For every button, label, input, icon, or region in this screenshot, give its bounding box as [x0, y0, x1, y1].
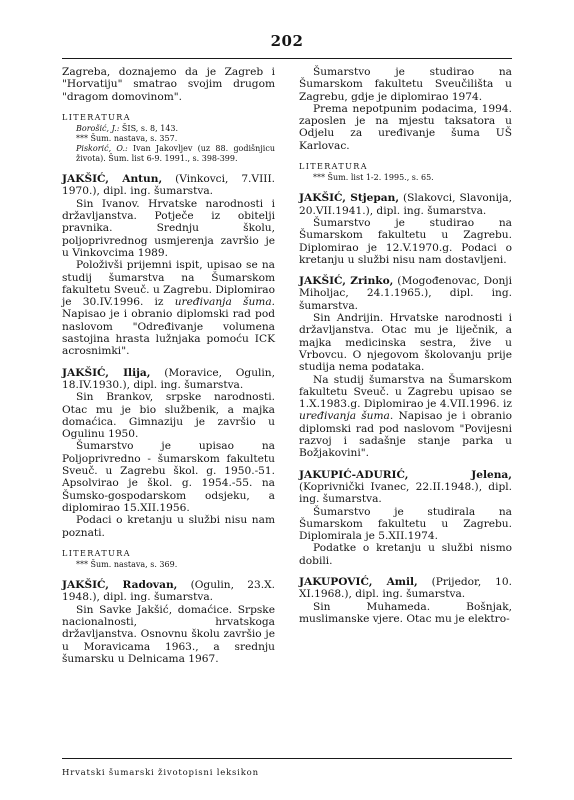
entry-details: (Slakovci, Slavonija, 20.VII.1941.), dipl. ing. šumarstva.: [299, 192, 512, 217]
entry-paragraph: Sin Savke Jakšić, domaćice. Srpske nacionalnosti, hrvatskoga državljanstva. Osnovnu školu završio je u Moravicama 1963., a srednju šumarsku u Delnicama 1967.: [62, 603, 275, 665]
entry-text: Na studij šumarstva na Šumarskom fakultetu Sveuč. u Zagrebu upisao se 1.X.1983.g. Diplomirao je 4.VII.1996. iz: [299, 373, 512, 411]
entry-details: (Moravice, Ogulin, 18.IV.1930.), dipl. ing. šumarstva.: [62, 366, 275, 391]
entry-jaksic-ilija: [62, 367, 275, 570]
entry-heading: [62, 579, 275, 604]
literature-item: [62, 144, 275, 164]
entry-jaksic-zrinko: [299, 275, 512, 459]
left-column: [62, 66, 275, 665]
entry-jaksic-stjepan: [299, 192, 512, 266]
literature-heading: LITERATURA: [62, 548, 131, 558]
entry-text-italic: uređivanja šuma.: [299, 410, 394, 423]
entry-heading: [299, 469, 512, 506]
footer-title: Hrvatski šumarski životopisni leksikon: [62, 768, 259, 778]
entry-paragraph: Šumarstvo je studirao na Šumarskom fakultetu u Zagrebu. Diplomirao je 12.V.1970.g. Podaci o kretanju u službi nisu nam dostavljeni.: [299, 216, 512, 266]
entry-paragraph: [62, 259, 275, 357]
entry-text-italic: uređivanja šuma.: [174, 296, 275, 309]
entry-jakupic-aduric-jelena: [299, 469, 512, 567]
entry-heading: [299, 192, 512, 217]
entry-jaksic-antun: [62, 173, 275, 357]
entry-name: JAKŠIĆ, Ilija,: [62, 366, 151, 379]
entry-paragraph: Sin Brankov, srpske narodnosti. Otac mu je bio službenik, a majka domaćica. Gimnaziju je završio u Ogulinu 1950.: [62, 391, 275, 441]
entry-paragraph: Šumarstvo je upisao na Poljoprivredno - šumarskom fakultetu Sveuč. u Zagrebu škol. g. 1950.-51. Apsolvirao je škol. g. 1954.-55. na Šumsko-gospodarskom odsjeku, a diplomirao 15.XII.1956.: [62, 440, 275, 514]
continued-paragraph: Šumarstvo je studirao na Šumarskom fakultetu Sveučilišta u Zagrebu, gdje je diplomirao 1974.: [299, 66, 512, 103]
entry-paragraph: [299, 374, 512, 460]
literature-author: Borošić, J.:: [76, 124, 120, 134]
entry-name: JAKŠIĆ, Stjepan,: [299, 192, 400, 205]
entry-text: Napisao je i obranio diplomski rad pod naslovom "Određivanje volumena sastojina hrasta lužnjaka pomoću ICK acrosnimki".: [62, 308, 275, 358]
header-rule: [62, 58, 512, 59]
entry-name: JAKUPIĆ-ADURIĆ, Jelena,: [299, 468, 512, 481]
literature-item: *** Šum. nastava, s. 357.: [76, 134, 178, 144]
entry-paragraph: Sin Andrijin. Hrvatske narodnosti i državljanstva. Otac mu je liječnik, a majka medicinska sestra, žive u Vrbovcu. O njegovom školovanju prije studija nema podataka.: [299, 312, 512, 374]
literature-item: *** Šum. list 1-2. 1995., s. 65.: [313, 173, 434, 183]
literature-item: *** Šum. nastava, s. 369.: [76, 560, 178, 570]
entry-details: (Mogođenovac, Donji Miholjac, 24.1.1965.), dipl. ing. šumarstva.: [299, 275, 512, 312]
page-number: 202: [270, 32, 304, 50]
entry-paragraph: Podaci o kretanju u službi nisu nam poznati.: [62, 514, 275, 539]
entry-heading: [62, 367, 275, 392]
entry-heading: [62, 173, 275, 198]
entry-paragraph: Sin Ivanov. Hrvatske narodnosti i državljanstva. Potječe iz obitelji pravnika. Srednju školu, poljoprivrednog usmjerenja završio je u Vinkovcima 1989.: [62, 197, 275, 259]
continued-paragraph: Zagreba, doznajemo da je Zagreb i "Horvatiju" smatrao svojim drugom "dragom domovinom".: [62, 66, 275, 103]
literature-heading: LITERATURA: [62, 112, 131, 122]
entry-details: (Vinkovci, 7.VIII. 1970.), dipl. ing. šumarstva.: [62, 173, 275, 198]
literature-ref: Ivan Jakovljev (uz 88. godišnjicu života). Šum. list 6-9. 1991., s. 398-399.: [76, 144, 275, 164]
literature-author: Piskorić, O.:: [76, 144, 128, 154]
entry-details: (Koprivnički Ivanec, 22.II.1948.), dipl. ing. šumarstva.: [299, 480, 512, 506]
entry-paragraph: Šumarstvo je studirala na Šumarskom fakultetu u Zagrebu. Diplomirala je 5.XII.1974.: [299, 505, 512, 543]
literature-ref: ŠIS, s. 8, 143.: [119, 124, 179, 134]
entry-name: JAKŠIĆ, Radovan,: [62, 579, 178, 592]
entry-paragraph: Podatke o kretanju u službi nismo dobili.: [299, 542, 512, 567]
entry-details: (Prijedor, 10. XI.1968.), dipl. ing. šumarstva.: [299, 575, 512, 601]
entry-heading: [299, 576, 512, 601]
literature-heading: LITERATURA: [299, 162, 368, 172]
literature-item: [62, 124, 275, 134]
entry-name: JAKŠIĆ, Antun,: [62, 173, 163, 186]
entry-name: JAKUPOVIĆ, Amil,: [299, 575, 418, 588]
right-column: [299, 66, 512, 625]
entry-paragraph: Sin Muhameda. Bošnjak, muslimanske vjere. Otac mu je elektro-: [299, 600, 512, 625]
entry-name: JAKŠIĆ, Zrinko,: [299, 275, 394, 288]
entry-jaksic-radovan: [62, 579, 275, 665]
entry-text: Položivši prijemni ispit, upisao se na studij šumarstva na Šumarskom fakultetu Sveuč. u Zagrebu. Diplomirao je 30.IV.1996. iz: [62, 259, 275, 309]
entry-text: Napisao je i obranio diplomski rad pod naslovom "Povijesni razvoj i sadašnje stanje parka u Božjakovini".: [299, 410, 513, 460]
entry-details: (Ogulin, 23.X. 1948.), dipl. ing. šumarstva.: [62, 579, 275, 604]
footer-rule: [62, 758, 512, 759]
continued-paragraph: Prema nepotpunim podacima, 1994. zaposlen je na mjestu taksatora u Odjelu za uređivanje šuma UŠ Karlovac.: [299, 102, 512, 152]
entry-heading: [299, 275, 512, 312]
entry-jakupovic-amil: [299, 576, 512, 625]
